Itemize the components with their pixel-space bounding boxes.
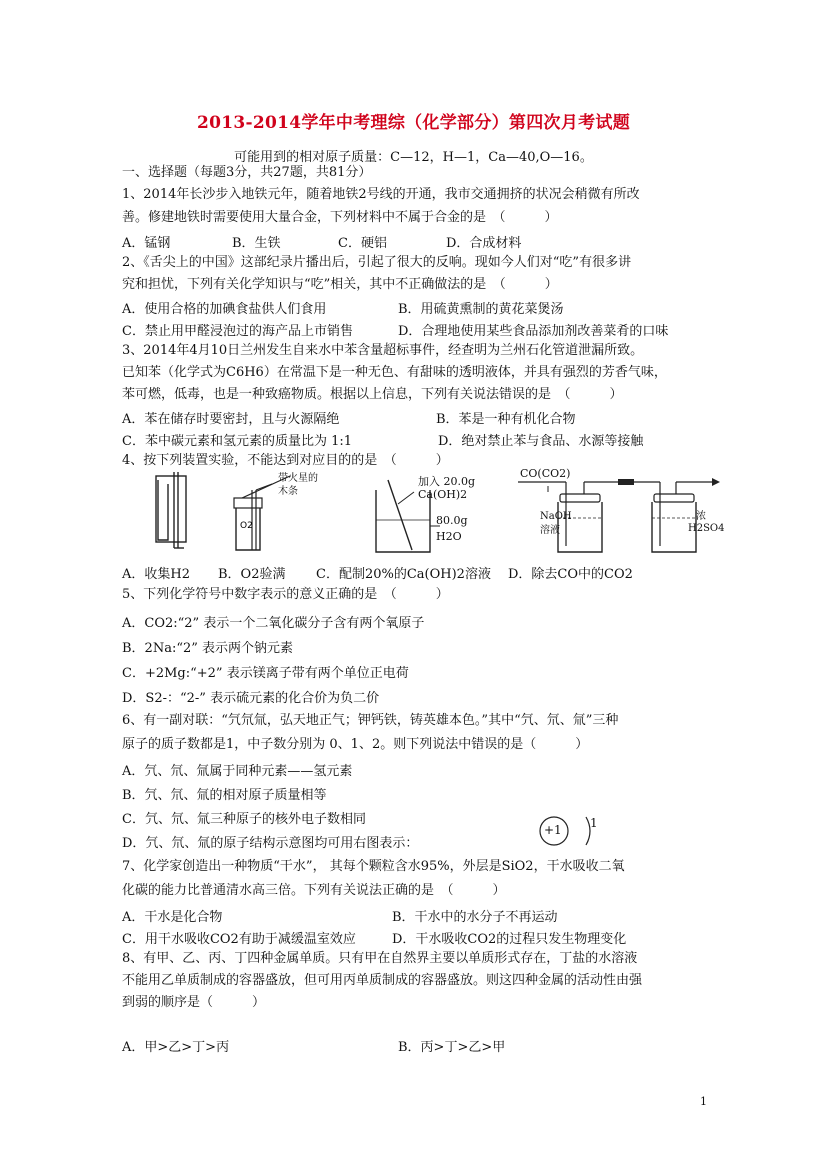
q3-option-a: A．苯在储存时要密封，且与火源隔绝	[122, 412, 340, 427]
q5-option-b: B．2Na:“2” 表示两个钠元素	[122, 641, 294, 656]
q7-line1: 7、化学家创造出一种物质“干水”， 其每个颗粒含水95%，外层是SiO2，干水吸收二氧	[122, 859, 625, 874]
nucleus-charge: +1	[544, 823, 562, 837]
h2so4-label: H2SO4	[688, 523, 725, 534]
q8-line3: 到弱的顺序是（ ）	[122, 995, 266, 1010]
q4-line1: 4、按下列装置实验，不能达到对应目的的是 （ ）	[122, 453, 449, 468]
q4-option-a: A．收集H2	[122, 567, 190, 582]
q5-option-d: D．S2-：“2-” 表示硫元素的化合价为负二价	[122, 691, 380, 706]
splint-label: 带火星的木条	[278, 473, 318, 497]
q7-option-c: C．用干水吸收CO2有助于减缓温室效应	[122, 932, 356, 947]
q2-line2: 究和担忧，下列有关化学知识与“吃”相关，其中不正确做法的是 （ ）	[122, 277, 558, 292]
q2-option-d: D．合理地使用某些食品添加剂改善菜肴的口味	[398, 324, 669, 339]
atomic-masses: 可能用到的相对原子质量：C—12，H—1，Ca—40,O—16。	[234, 150, 593, 165]
water-mass-label: 80.0g	[436, 514, 468, 527]
o2-label: O2	[240, 521, 253, 531]
q4-option-d: D．除去CO中的CO2	[508, 567, 633, 582]
q1-option-b: B．生铁	[232, 236, 281, 251]
q1-option-a: A．锰钢	[122, 236, 171, 251]
q7-line2: 化碳的能力比普通清水高三倍。下列有关说法正确的是 （ ）	[122, 883, 506, 898]
atom-structure-diagram	[536, 814, 606, 848]
q3-line3: 苯可燃，低毒，也是一种致癌物质。根据以上信息，下列有关说法错误的是 （ ）	[122, 387, 623, 402]
q5-line1: 5、下列化学符号中数字表示的意义正确的是 （ ）	[122, 587, 449, 602]
q3-line1: 3、2014年4月10日兰州发生自来水中苯含量超标事件，经查明为兰州石化管道泄漏所致。	[122, 343, 644, 358]
q5-option-c: C．+2Mg:“+2” 表示镁离子带有两个单位正电荷	[122, 666, 409, 681]
q2-option-b: B．用硫黄熏制的黄花菜煲汤	[398, 302, 564, 317]
q1-line2: 善。修建地铁时需要使用大量合金，下列材料中不属于合金的是 （ ）	[122, 210, 558, 225]
add-label: 加入 20.0g	[418, 475, 476, 488]
q4-option-c: C．配制20%的Ca(OH)2溶液	[316, 567, 491, 582]
page-title: 2013-2014学年中考理综（化学部分）第四次月考试题	[196, 113, 631, 133]
q7-option-d: D．干水吸收CO2的过程只发生物理变化	[392, 932, 627, 947]
q2-option-c: C．禁止用甲醛浸泡过的海产品上市销售	[122, 324, 353, 339]
q4-option-b: B．O2验满	[218, 567, 286, 582]
q1-option-c: C．硬铝	[338, 236, 387, 251]
gas-in-label: CO(CO2)	[520, 467, 571, 480]
conc-label: 浓	[696, 511, 706, 522]
q1-line1: 1、2014年长沙步入地铁元年，随着地铁2号线的开通，我市交通拥挤的状况会稍微有所改	[122, 187, 640, 202]
q3-option-d: D．绝对禁止苯与食品、水源等接触	[438, 434, 644, 449]
q2-line1: 2、《舌尖上的中国》这部纪录片播出后，引起了很大的反响。现如今人们对“吃”有很多讲	[122, 255, 632, 270]
q1-option-d: D．合成材料	[446, 236, 522, 251]
q3-option-c: C．苯中碳元素和氢元素的质量比为 1:1	[122, 434, 353, 449]
caoh2-label: Ca(OH)2	[418, 488, 468, 501]
q2-option-a: A．使用合格的加碘食盐供人们食用	[122, 302, 327, 317]
q6-line2: 原子的质子数都是1，中子数分别为 0、1、2。则下列说法中错误的是（ ）	[122, 737, 589, 752]
q6-option-a: A．氕、氘、氚属于同种元素——氢元素	[122, 764, 353, 779]
q6-line1: 6、有一副对联：“氕氘氚，弘天地正气；钾钙铁，铸英雄本色。”其中“氕、氘、氚”三种	[122, 713, 619, 728]
q6-option-c: C．氕、氘、氚三种原子的核外电子数相同	[122, 812, 366, 827]
q5-option-a: A．CO2:“2” 表示一个二氧化碳分子含有两个氧原子	[122, 616, 425, 631]
page-number: 1	[700, 1095, 707, 1108]
electron-count: 1	[590, 816, 598, 830]
naoh-label: NaOH溶液	[540, 511, 572, 536]
q3-option-b: B．苯是一种有机化合物	[436, 412, 576, 427]
q8-line2: 不能用乙单质制成的容器盛放，但可用丙单质制成的容器盛放。则这四种金属的活动性由强	[122, 973, 643, 988]
q8-line1: 8、有甲、乙、丙、丁四种金属单质。只有甲在自然界主要以单质形式存在，丁盐的水溶液	[122, 951, 638, 966]
figure-a-h2-collection	[150, 470, 210, 552]
q7-option-a: A．干水是化合物	[122, 910, 223, 925]
section-heading: 一、选择题（每题3分，共27题，共81分）	[122, 165, 372, 180]
q8-option-b: B．丙>丁>乙>甲	[398, 1040, 506, 1055]
water-label: H2O	[436, 530, 462, 543]
q6-option-b: B．氕、氘、氚的相对原子质量相等	[122, 788, 327, 803]
q8-option-a: A．甲>乙>丁>丙	[122, 1040, 230, 1055]
q3-line2: 已知苯（化学式为C6H6）在常温下是一种无色、有甜味的透明液体，并具有强烈的芳香气味，	[122, 365, 667, 380]
q6-option-d: D．氕、氘、氚的原子结构示意图均可用右图表示：	[122, 836, 419, 851]
q7-option-b: B．干水中的水分子不再运动	[392, 910, 558, 925]
